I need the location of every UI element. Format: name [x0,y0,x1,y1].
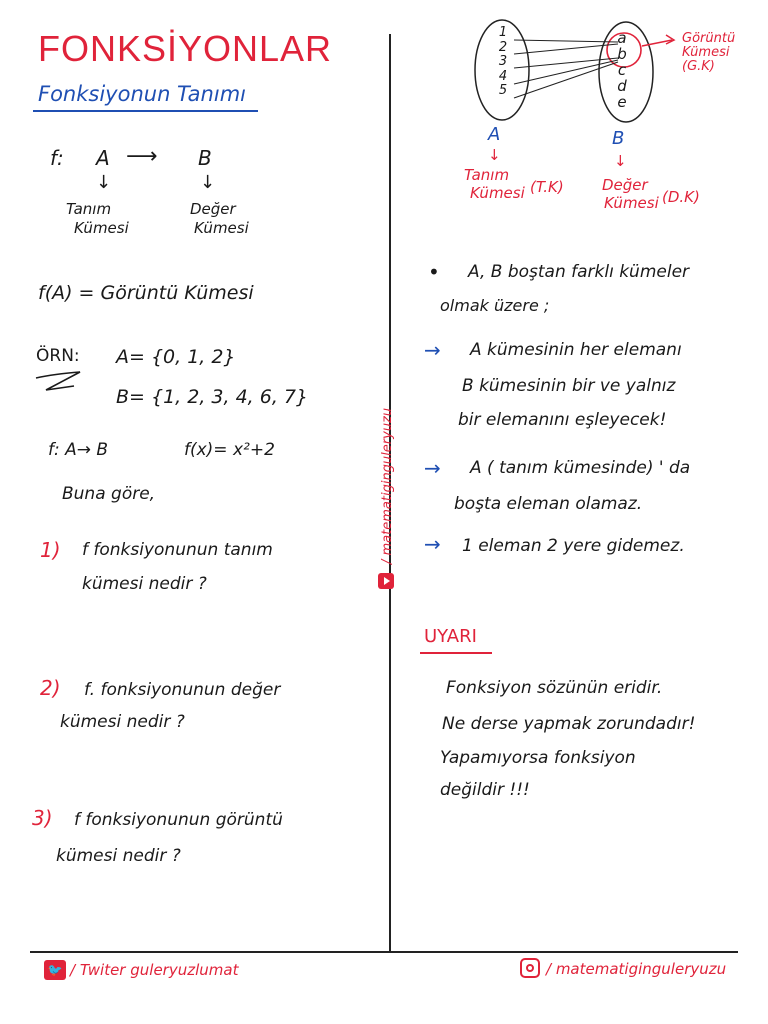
warning-line1: Fonksiyon sözünün eridir. [446,678,663,698]
rule-2-arrow-icon: → [424,456,441,480]
def-down-arrow-a: ↓ [96,172,112,193]
example-function: f: A→ B [48,440,109,460]
def-f-label: f: [50,146,64,170]
rule-bullet: • [428,260,440,284]
rule-1-line2: B kümesinin bir ve yalnız [462,376,676,396]
gk-pointer-head [666,35,674,44]
warning-title: UYARI [424,626,477,647]
question-1-line2: kümesi nedir ? [82,574,207,594]
section-subtitle: Fonksiyonun Tanımı [38,82,246,106]
set-a-element: 4 [498,68,508,84]
rule-1-arrow-icon: → [424,338,441,362]
warning-line3: Yapamıyorsa fonksiyon [440,748,636,768]
def-tanim-line1: Tanım [66,200,112,218]
rule-2-line1: A ( tanım kümesinde) ' da [470,458,691,478]
set-a-element: 1 [498,25,508,40]
example-set-a: A= {0, 1, 2} [116,346,236,368]
dk-line1: Değer [602,176,648,194]
set-a-label: A [488,124,501,145]
question-2-line2: kümesi nedir ? [60,712,185,732]
set-a-element: 5 [498,83,508,98]
set-a-element: 2 [498,39,508,55]
rule-0-line1: A, B boştan farklı kümeler [468,262,690,282]
vertical-watermark [372,388,404,598]
tk-line1: Tanım [464,166,510,184]
image-set-definition: f(A) = Görüntü Kümesi [38,282,254,304]
tk-line2: Kümesi [470,184,525,202]
question-1-number: 1) [40,538,61,562]
map-line-3 [514,58,618,68]
question-3-line2: kümesi nedir ? [56,846,181,866]
def-deger-line1: Değer [190,200,236,218]
warning-line4: değildir !!! [440,780,530,800]
def-deger-line2: Kümesi [194,219,249,237]
question-3-number: 3) [32,806,53,830]
dk-abbr: (D.K) [662,188,700,206]
set-b-element: a [617,29,627,47]
rule-1-line3: bir elemanını eşleyecek! [458,410,667,430]
set-a-element: 3 [498,54,508,69]
warning-line2: Ne derse yapmak zorundadır! [442,714,696,734]
set-b-element: b [617,45,627,63]
tk-down-arrow: ↓ [488,146,501,164]
twitter-icon: 🐦 [44,960,66,980]
gk-label-abbr: (G.K) [682,59,715,74]
def-arrow: ⟶ [126,144,158,169]
instagram-icon [520,958,540,978]
youtube-icon [378,573,394,589]
rule-3-arrow-icon: → [424,532,441,556]
def-tanim-line2: Kümesi [74,219,129,237]
example-rule: f(x)= x²+2 [184,440,275,460]
question-3-line1: f fonksiyonunun görüntü [74,810,283,830]
question-2-line1: f. fonksiyonunun değer [84,680,281,700]
rule-1-line1: A kümesinin her elemanı [470,340,682,360]
gk-label-line1: Görüntü [682,31,736,46]
rule-2-line2: boşta eleman olamaz. [454,494,643,514]
footer-divider [30,951,738,953]
example-set-b: B= {1, 2, 3, 4, 6, 7} [116,386,309,408]
set-b-element: d [617,77,627,95]
rule-0-line2: olmak üzere ; [440,296,550,315]
gk-label [682,32,735,74]
dk-line2: Kümesi [604,194,659,212]
warning-underline [420,652,492,654]
set-b-element: e [617,93,627,111]
gk-label-line2: Kümesi [682,45,730,60]
footer-twitter-handle[interactable]: / Twiter guleryuzlumat [70,961,239,979]
rule-3-line1: 1 eleman 2 yere gidemez. [462,536,685,556]
footer-instagram-handle[interactable]: / matematiginguleryuzu [546,960,727,978]
question-1-line1: f fonksiyonunun tanım [82,540,273,560]
def-domain-letter: A [96,146,110,170]
def-codomain-letter: B [198,146,212,170]
dk-down-arrow: ↓ [614,152,627,170]
set-b-elements [612,30,632,110]
set-b-element: c [617,61,627,79]
set-b-label: B [612,128,625,149]
set-a-elements [488,26,518,99]
map-line-1 [514,40,618,42]
subtitle-underline [33,110,258,112]
def-down-arrow-b: ↓ [200,172,216,193]
tk-abbr: (T.K) [530,178,564,196]
example-squiggle-icon [34,368,86,398]
question-2-number: 2) [40,676,61,700]
page-title: FONKSİYONLAR [38,28,333,69]
example-label: ÖRN: [36,346,80,366]
example-buna-gore: Buna göre, [62,484,156,504]
vertical-watermark-text: / matematiginguleryuzu [380,407,395,564]
